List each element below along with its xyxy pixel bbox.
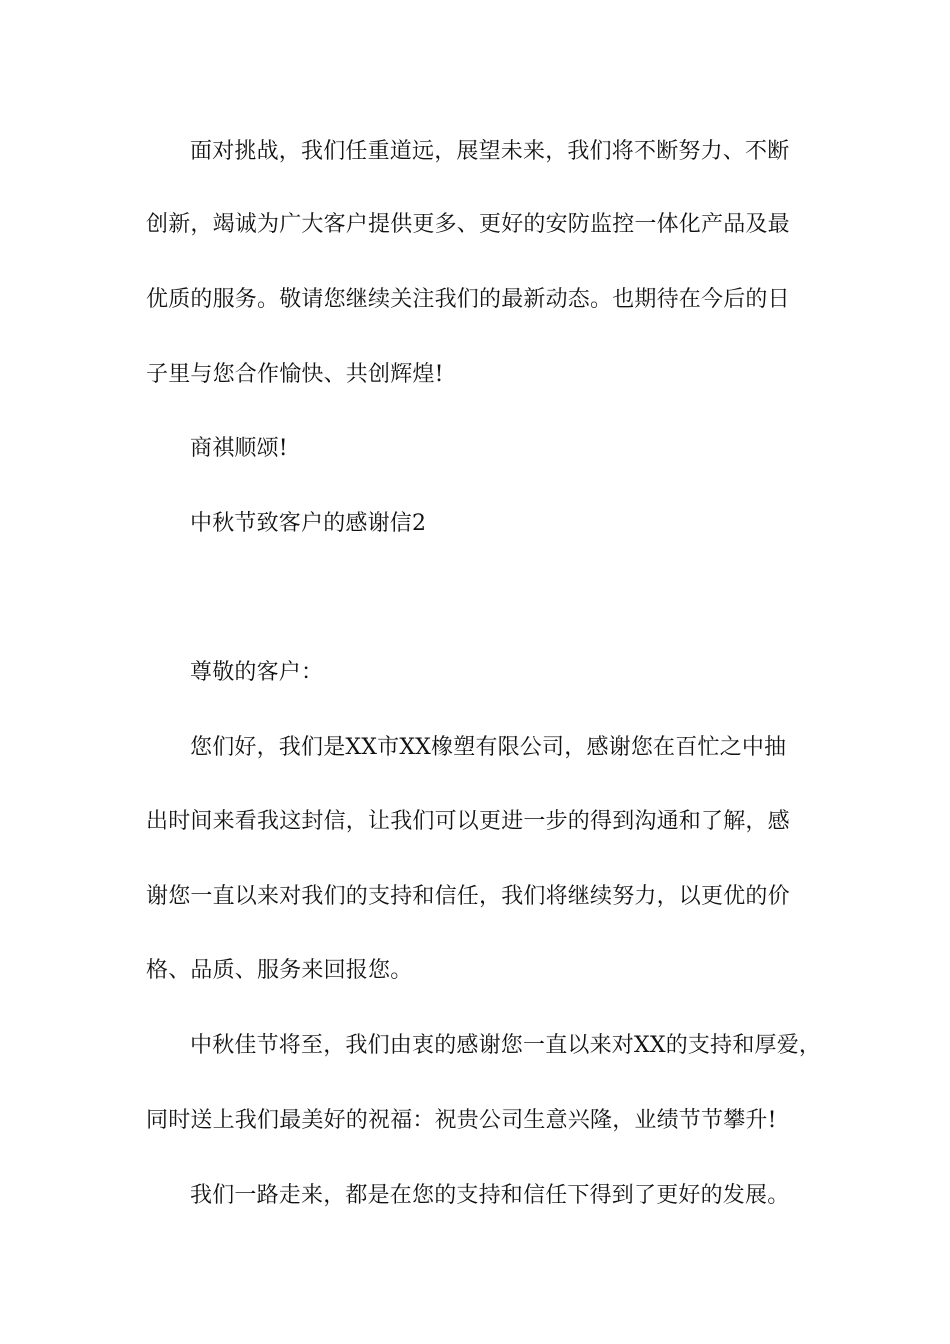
paragraph-line: 谢您一直以来对我们的支持和信任，我们将继续努力，以更优的价 <box>146 884 790 909</box>
paragraph-line: 出时间来看我这封信，让我们可以更进一步的得到沟通和了解，感 <box>146 809 790 834</box>
paragraph-line: 面对挑战，我们任重道远，展望未来，我们将不断努力、不断 <box>190 139 790 164</box>
paragraph-line: 我们一路走来，都是在您的支持和信任下得到了更好的发展。 <box>190 1183 790 1208</box>
paragraph-line: 优质的服务。敬请您继续关注我们的最新动态。也期待在今后的日 <box>146 287 790 312</box>
paragraph-line: 中秋佳节将至，我们由衷的感谢您一直以来对XX的支持和厚爱， <box>190 1033 822 1058</box>
greeting: 尊敬的客户： <box>190 660 324 685</box>
paragraph-line: 您们好，我们是XX市XX橡塑有限公司，感谢您在百忙之中抽 <box>190 735 787 760</box>
paragraph-line: 同时送上我们最美好的祝福：祝贵公司生意兴隆，业绩节节攀升! <box>146 1108 777 1133</box>
closing-salutation: 商祺顺颂! <box>190 436 288 461</box>
paragraph-line: 创新，竭诚为广大客户提供更多、更好的安防监控一体化产品及最 <box>146 212 790 237</box>
paragraph-line: 格、品质、服务来回报您。 <box>146 958 413 983</box>
paragraph-line: 子里与您合作愉快、共创辉煌! <box>146 362 444 387</box>
letter-title: 中秋节致客户的感谢信2 <box>190 511 427 536</box>
